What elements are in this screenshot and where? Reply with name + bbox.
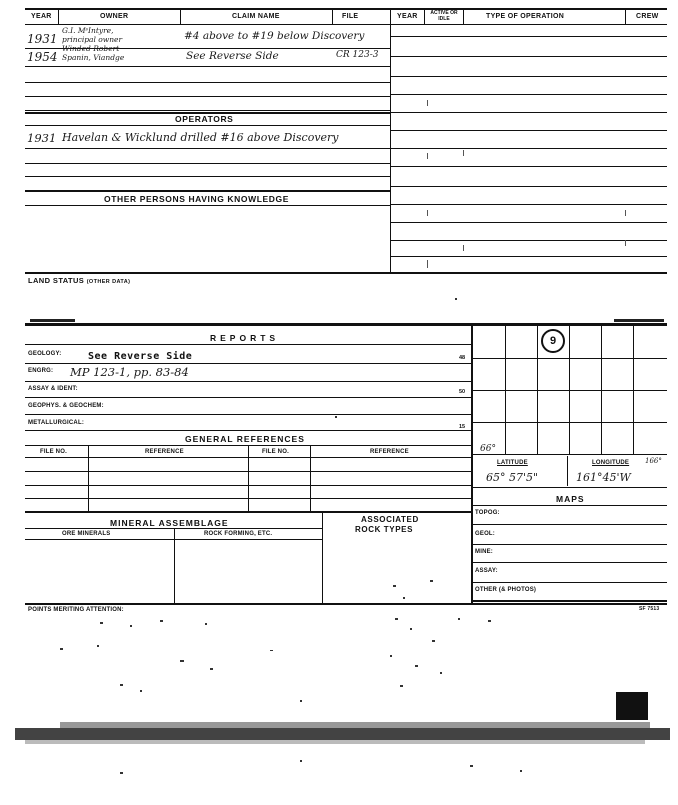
- owner-entry-owner-line2: Spanin, Viandge: [62, 53, 125, 62]
- longitude-annotation: 166°: [645, 457, 662, 465]
- circled-number: 9: [541, 329, 565, 353]
- gen-ref-col-reference-1: REFERENCE: [145, 449, 184, 455]
- longitude-label: LONGITUDE: [592, 460, 630, 466]
- header-year-right: YEAR: [397, 13, 418, 20]
- gen-ref-col-file-1: FILE NO.: [40, 449, 67, 455]
- reports-title: REPORTS: [210, 333, 280, 343]
- scan-black-block: [616, 692, 648, 720]
- header-claim-name: CLAIM NAME: [232, 13, 280, 20]
- operators-title: OPERATORS: [175, 114, 234, 124]
- geology-value: See Reverse Side: [88, 351, 193, 362]
- mineral-assemblage-title: MINERAL ASSEMBLAGE: [110, 518, 229, 528]
- engrg-value: MP 123-1, pp. 83-84: [70, 365, 189, 379]
- maps-assay-label: ASSAY:: [475, 568, 498, 574]
- general-references-title: GENERAL REFERENCES: [185, 434, 305, 444]
- header-file: FILE: [342, 13, 359, 20]
- associated-title-line2: ROCK TYPES: [355, 525, 414, 534]
- maps-mine-label: MINE:: [475, 549, 493, 555]
- other-persons-title: OTHER PERSONS HAVING KNOWLEDGE: [104, 194, 290, 204]
- owner-entry-year: 1954: [27, 50, 58, 64]
- scan-smudge: [25, 740, 645, 744]
- maps-topog-label: TOPOG:: [475, 510, 500, 516]
- latitude-value: 65° 57'5": [486, 471, 539, 484]
- scan-grid-ticks: [427, 100, 626, 268]
- engrg-label: ENGRG:: [28, 368, 54, 374]
- rock-forming-header: ROCK FORMING, ETC.: [204, 531, 273, 537]
- owner-entry-owner-line2: principal owner: [62, 35, 123, 44]
- assay-code: 50: [459, 389, 466, 395]
- header-year: YEAR: [31, 13, 52, 20]
- ore-minerals-header: ORE MINERALS: [62, 531, 111, 537]
- geology-label: GEOLOGY:: [28, 351, 62, 357]
- metallurgical-label: METALLURGICAL:: [28, 420, 85, 426]
- maps-geol-label: GEOL:: [475, 531, 495, 537]
- owner-entry-claim: See Reverse Side: [186, 50, 279, 62]
- scan-dash: [30, 319, 75, 322]
- scan-smudge: [60, 722, 650, 729]
- form-code: SF 7513: [639, 606, 660, 612]
- points-meriting-attention-label: POINTS MERITING ATTENTION:: [28, 607, 124, 613]
- operator-entry-text: Havelan & Wicklund drilled #16 above Discovery: [62, 131, 339, 144]
- scan-dash: [614, 319, 664, 322]
- owner-entry-owner-line1: Winded Robert: [62, 44, 120, 53]
- longitude-value: 161°45'W: [576, 471, 631, 484]
- owner-entry-claim: #4 above to #19 below Discovery: [184, 30, 365, 42]
- metallurgical-code: 15: [459, 424, 466, 430]
- gen-ref-col-reference-2: REFERENCE: [370, 449, 409, 455]
- header-type-of-operation: TYPE OF OPERATION: [486, 13, 565, 20]
- land-status-subtitle: (OTHER DATA): [86, 279, 131, 285]
- corner-annotation: 66°: [480, 444, 496, 454]
- owner-entry-year: 1931: [27, 32, 58, 46]
- owner-entry-owner-line1: G.I. MˢIntyre,: [62, 26, 114, 35]
- maps-title: MAPS: [556, 494, 585, 504]
- header-owner: OWNER: [100, 13, 129, 20]
- maps-other-label: OTHER (& PHOTOS): [475, 587, 537, 593]
- geophys-label: GEOPHYS. & GEOCHEM:: [28, 403, 104, 409]
- operator-entry-year: 1931: [27, 131, 57, 145]
- header-crew: CREW: [636, 13, 659, 20]
- geology-code: 48: [459, 355, 466, 361]
- assay-label: ASSAY & IDENT:: [28, 386, 78, 392]
- land-status-label: LAND STATUS: [28, 276, 85, 285]
- scan-specks: [60, 298, 522, 774]
- associated-title-line1: ASSOCIATED: [361, 515, 419, 524]
- header-active-idle: ACTIVE OR IDLE: [430, 10, 458, 22]
- owner-entry-file: CR 123-3: [336, 50, 379, 60]
- scan-smudge: [15, 728, 670, 740]
- latitude-label: LATITUDE: [497, 460, 528, 466]
- gen-ref-col-file-2: FILE NO.: [262, 449, 289, 455]
